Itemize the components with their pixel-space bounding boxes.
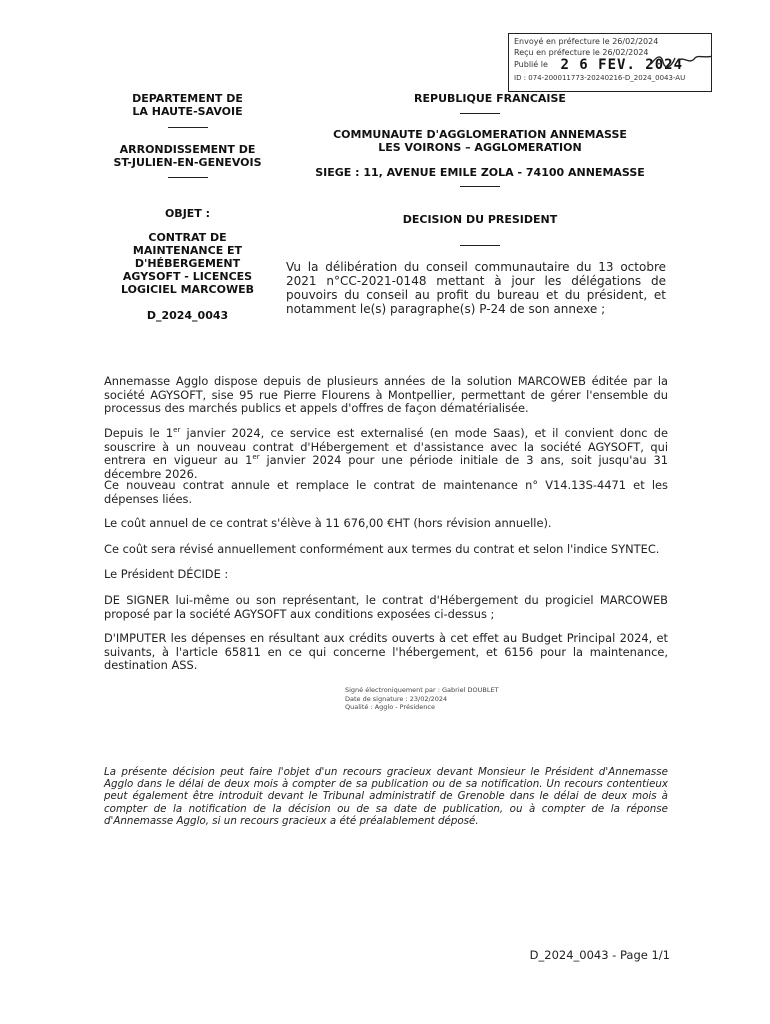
divider — [168, 177, 208, 178]
arrondissement-line-1: ARRONDISSEMENT DE — [119, 143, 256, 156]
stamp-published-label: Publié le — [514, 60, 548, 69]
paragraph-cost: Le coût annuel de ce contrat s'élève à 11 676,00 €HT (hors révision annuelle). — [104, 516, 552, 530]
stamp-published-date: 2 6 FEV. 2024 — [560, 57, 684, 73]
department-line-2: LA HAUTE-SAVOIE — [132, 105, 243, 118]
divider — [460, 186, 500, 187]
community-line-1: COMMUNAUTE D'AGGLOMERATION ANNEMASSE — [333, 128, 627, 141]
department-block — [100, 92, 275, 118]
paragraph-context: Annemasse Agglo dispose depuis de plusieurs années de la solution MARCOWEB éditée par la société AGYSOFT, sise 95 rue Pierre Flourens à Montpellier, permettant de gérer l'ensemble du processus des marchés publics et appels d'offres de façon dématérialisée. — [104, 374, 668, 416]
prefecture-stamp — [508, 33, 712, 92]
objet-block — [100, 231, 275, 296]
arrondissement-line-2: ST-JULIEN-EN-GENEVOIS — [113, 156, 262, 169]
objet-line-5: LOGICIEL MARCOWEB — [121, 283, 254, 296]
objet-line-4: AGYSOFT - LICENCES — [122, 270, 253, 283]
department-line-1: DEPARTEMENT DE — [132, 92, 243, 105]
page-footer: D_2024_0043 - Page 1/1 — [529, 948, 670, 962]
paragraph-impute: D'IMPUTER les dépenses en résultant aux crédits ouverts à cet effet au Budget Principal 2024, et suivants, à l'article 65811 en ce qui concerne l'hébergement, et 6156 pour la maintenance, destination ASS. — [104, 631, 668, 673]
paragraph-decides: Le Président DÉCIDE : — [104, 567, 229, 581]
objet-line-2: MAINTENANCE ET — [132, 244, 243, 257]
signature-date: Date de signature : 23/02/2024 — [345, 694, 448, 703]
paragraph-new-contract: Depuis le 1er janvier 2024, ce service est externalisé (en mode Saas), et il convient donc de souscrire à un nouveau contrat d'Hébergement et d'assistance avec la société AGYSOFT, qui entrera en vigueur au 1er janvier 2024 pour une période initiale de 3 ans, soit jusqu'au 31 décembre 2026. — [104, 426, 668, 481]
paragraph-revision: Ce coût sera révisé annuellement conformément aux termes du contrat et selon l'indice SYNTEC. — [104, 542, 660, 556]
handwritten-mark — [649, 50, 712, 72]
stamp-sent-line: Envoyé en préfecture le 26/02/2024 — [514, 37, 659, 46]
republic-title: REPUBLIQUE FRANCAISE — [414, 92, 566, 105]
decision-title: DECISION DU PRESIDENT — [402, 213, 558, 226]
visa-paragraph: Vu la délibération du conseil communautaire du 13 octobre 2021 n°CC-2021-0148 mettant à jour les délégations de pouvoirs du conseil au profit du bureau et du président, et notamment le(s) paragraphe(s) P-24 de son annexe ; — [286, 260, 666, 316]
divider — [460, 113, 500, 114]
decision-reference: D_2024_0043 — [146, 309, 229, 322]
stamp-received-line: Reçu en préfecture le 26/02/2024 — [514, 48, 649, 57]
divider — [460, 245, 500, 246]
signature-quality: Qualité : Agglo - Présidence — [345, 703, 436, 711]
stamp-id-line: ID : 074-200011773-20240216-D_2024_0043-AU — [514, 74, 686, 82]
seat-address: SIEGE : 11, AVENUE EMILE ZOLA - 74100 ANNEMASSE — [315, 166, 645, 179]
signature-signer: Signé électroniquement par : Gabriel DOUBLET — [345, 686, 499, 694]
divider — [168, 127, 208, 128]
paragraph-sign: DE SIGNER lui-même ou son représentant, le contrat d'Hébergement du progiciel MARCOWEB proposé par la société AGYSOFT aux conditions exposées ci-dessus ; — [104, 593, 668, 621]
community-line-2: LES VOIRONS – AGGLOMERATION — [378, 141, 582, 154]
recourse-notice: La présente décision peut faire l'objet d'un recours gracieux devant Monsieur le Président d'Annemasse Agglo dans le délai de deux mois à compter de sa publication ou de sa notification. Un recours contentieux peut également être introduit devant le Tribunal administratif de Grenoble dans le délai de deux mois à compter de la notification de la décision ou de sa date de publication, ou à compter de la réponse d'Annemasse Agglo, si un recours gracieux a été préalablement déposé. — [104, 766, 668, 827]
objet-line-3: D'HÉBERGEMENT — [134, 257, 241, 270]
paragraph-replacement: Ce nouveau contrat annule et remplace le contrat de maintenance n° V14.13S-4471 et les dépenses liées. — [104, 478, 668, 506]
community-block — [290, 128, 670, 154]
objet-label: OBJET : — [164, 207, 211, 220]
objet-line-1: CONTRAT DE — [148, 231, 227, 244]
arrondissement-block — [100, 143, 275, 169]
electronic-signature — [345, 686, 565, 712]
